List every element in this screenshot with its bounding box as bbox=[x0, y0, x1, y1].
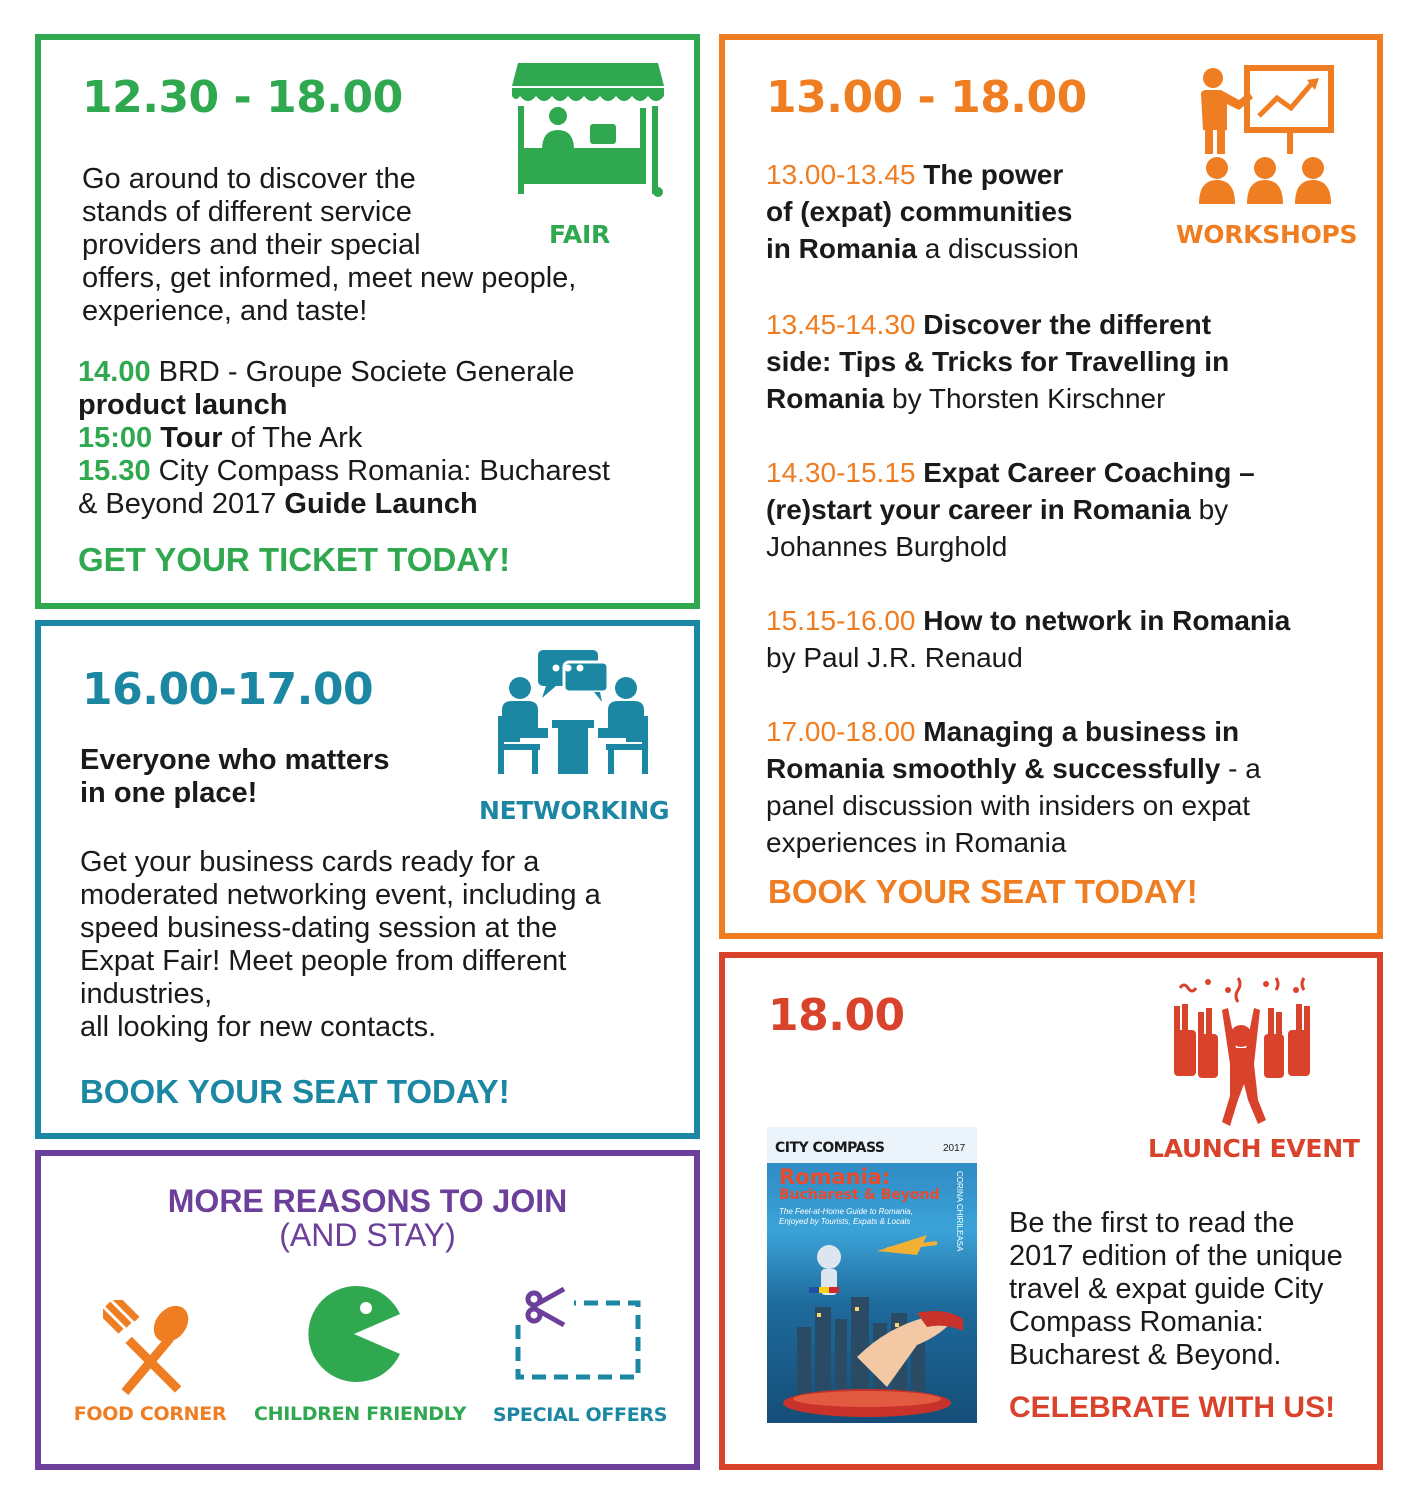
reasons-subtitle: (AND STAY) bbox=[279, 1217, 456, 1253]
fork-spoon-icon bbox=[103, 1300, 198, 1395]
fair-event-3-cont: & Beyond 2017 Guide Launch bbox=[78, 488, 478, 520]
book-tagline: The Feel-at-Home Guide to Romania, Enjoyed by Tourists, Expats & Locals bbox=[779, 1207, 913, 1226]
book-brand: CITY COMPASS bbox=[775, 1140, 885, 1156]
fair-intro bbox=[82, 163, 576, 328]
networking-body-line: industries, bbox=[80, 978, 213, 1010]
book-title: Romania: bbox=[779, 1165, 891, 1189]
fair-event-3: 15.30 City Compass Romania: Bucharest bbox=[78, 455, 610, 487]
networking-body-line: all looking for new contacts. bbox=[80, 1011, 437, 1043]
launch-time: 18.00 bbox=[768, 990, 905, 1041]
fair-label: FAIR bbox=[549, 220, 610, 249]
celebration-crowd-icon bbox=[1168, 974, 1318, 1130]
workshops-time: 13.00 - 18.00 bbox=[766, 72, 1087, 123]
launch-body-line: travel & expat guide City bbox=[1009, 1273, 1324, 1305]
book-year: 2017 bbox=[943, 1143, 966, 1154]
networking-headline-line: Everyone who matters bbox=[80, 744, 390, 776]
fair-intro-line: experience, and taste! bbox=[82, 295, 368, 327]
book-subtitle: Bucharest & Beyond bbox=[779, 1187, 940, 1203]
fair-intro-line: providers and their special bbox=[82, 229, 421, 261]
networking-book-link[interactable]: BOOK YOUR SEAT TODAY! bbox=[80, 1073, 510, 1110]
networking-meeting-icon bbox=[494, 648, 652, 776]
fair-events bbox=[78, 356, 678, 521]
workshop-session-4: 15.15-16.00 How to network in Romania by Paul J.R. Renaud bbox=[766, 605, 1291, 673]
workshops-book-link[interactable]: BOOK YOUR SEAT TODAY! bbox=[768, 873, 1198, 910]
fair-event-1: 14.00 BRD - Groupe Societe Generale bbox=[78, 356, 575, 388]
launch-celebrate-link[interactable]: CELEBRATE WITH US! bbox=[1009, 1391, 1336, 1424]
networking-body bbox=[80, 846, 601, 1044]
networking-body-line: Get your business cards ready for a bbox=[80, 846, 540, 878]
workshop-session-2: 13.45-14.30 Discover the different side: Tips & Tricks for Travelling in Romania by Thorsten Kirschner bbox=[766, 309, 1230, 414]
pacman-icon bbox=[304, 1284, 404, 1384]
workshop-session-5: 17.00-18.00 Managing a business in Romania smoothly & successfully - a panel discussion with insiders on expat experiences in Romania bbox=[766, 716, 1261, 858]
food-corner-label: FOOD CORNER bbox=[73, 1403, 227, 1425]
launch-body-line: Bucharest & Beyond. bbox=[1009, 1339, 1282, 1371]
launch-label: LAUNCH EVENT bbox=[1148, 1134, 1360, 1163]
fair-event-1-bold: product launch bbox=[78, 389, 288, 421]
fair-time: 12.30 - 18.00 bbox=[82, 72, 403, 123]
networking-body-line: speed business-dating session at the bbox=[80, 912, 558, 944]
launch-body-line: Be the first to read the bbox=[1009, 1207, 1295, 1239]
fair-intro-line: offers, get informed, meet new people, bbox=[82, 262, 577, 294]
networking-time: 16.00-17.00 bbox=[82, 664, 374, 715]
coupon-scissors-icon bbox=[512, 1283, 646, 1385]
networking-label: NETWORKING bbox=[479, 796, 670, 825]
fair-intro-line: Go around to discover the bbox=[82, 163, 416, 195]
reasons-title: MORE REASONS TO JOIN bbox=[167, 1183, 568, 1219]
book-author: CORINA CHIRILEASA bbox=[955, 1171, 964, 1252]
fair-event-2: 15:00 Tour of The Ark bbox=[78, 422, 363, 454]
children-friendly-label: CHILDREN FRIENDLY bbox=[253, 1403, 467, 1425]
networking-body-line: Expat Fair! Meet people from different bbox=[80, 945, 567, 977]
workshop-session-1: 13.00-13.45 The power of (expat) communities in Romania a discussion bbox=[766, 159, 1079, 264]
fair-intro-line: stands of different service bbox=[82, 196, 412, 228]
city-compass-book-cover[interactable] bbox=[767, 1127, 977, 1423]
fair-ticket-link[interactable]: GET YOUR TICKET TODAY! bbox=[78, 541, 511, 578]
launch-body bbox=[1009, 1207, 1343, 1372]
networking-body-line: moderated networking event, including a bbox=[80, 879, 601, 911]
launch-body-line: Compass Romania: bbox=[1009, 1306, 1264, 1338]
workshop-session-3: 14.30-15.15 Expat Career Coaching – (re)start your career in Romania by Johannes Burghold bbox=[766, 457, 1255, 562]
networking-headline-line: in one place! bbox=[80, 777, 258, 809]
networking-headline bbox=[80, 744, 389, 810]
special-offers-label: SPECIAL OFFERS bbox=[492, 1404, 668, 1426]
book-cover-illustration bbox=[767, 1227, 977, 1423]
workshops-label: WORKSHOPS bbox=[1176, 220, 1358, 249]
launch-body-line: 2017 edition of the unique bbox=[1009, 1240, 1343, 1272]
